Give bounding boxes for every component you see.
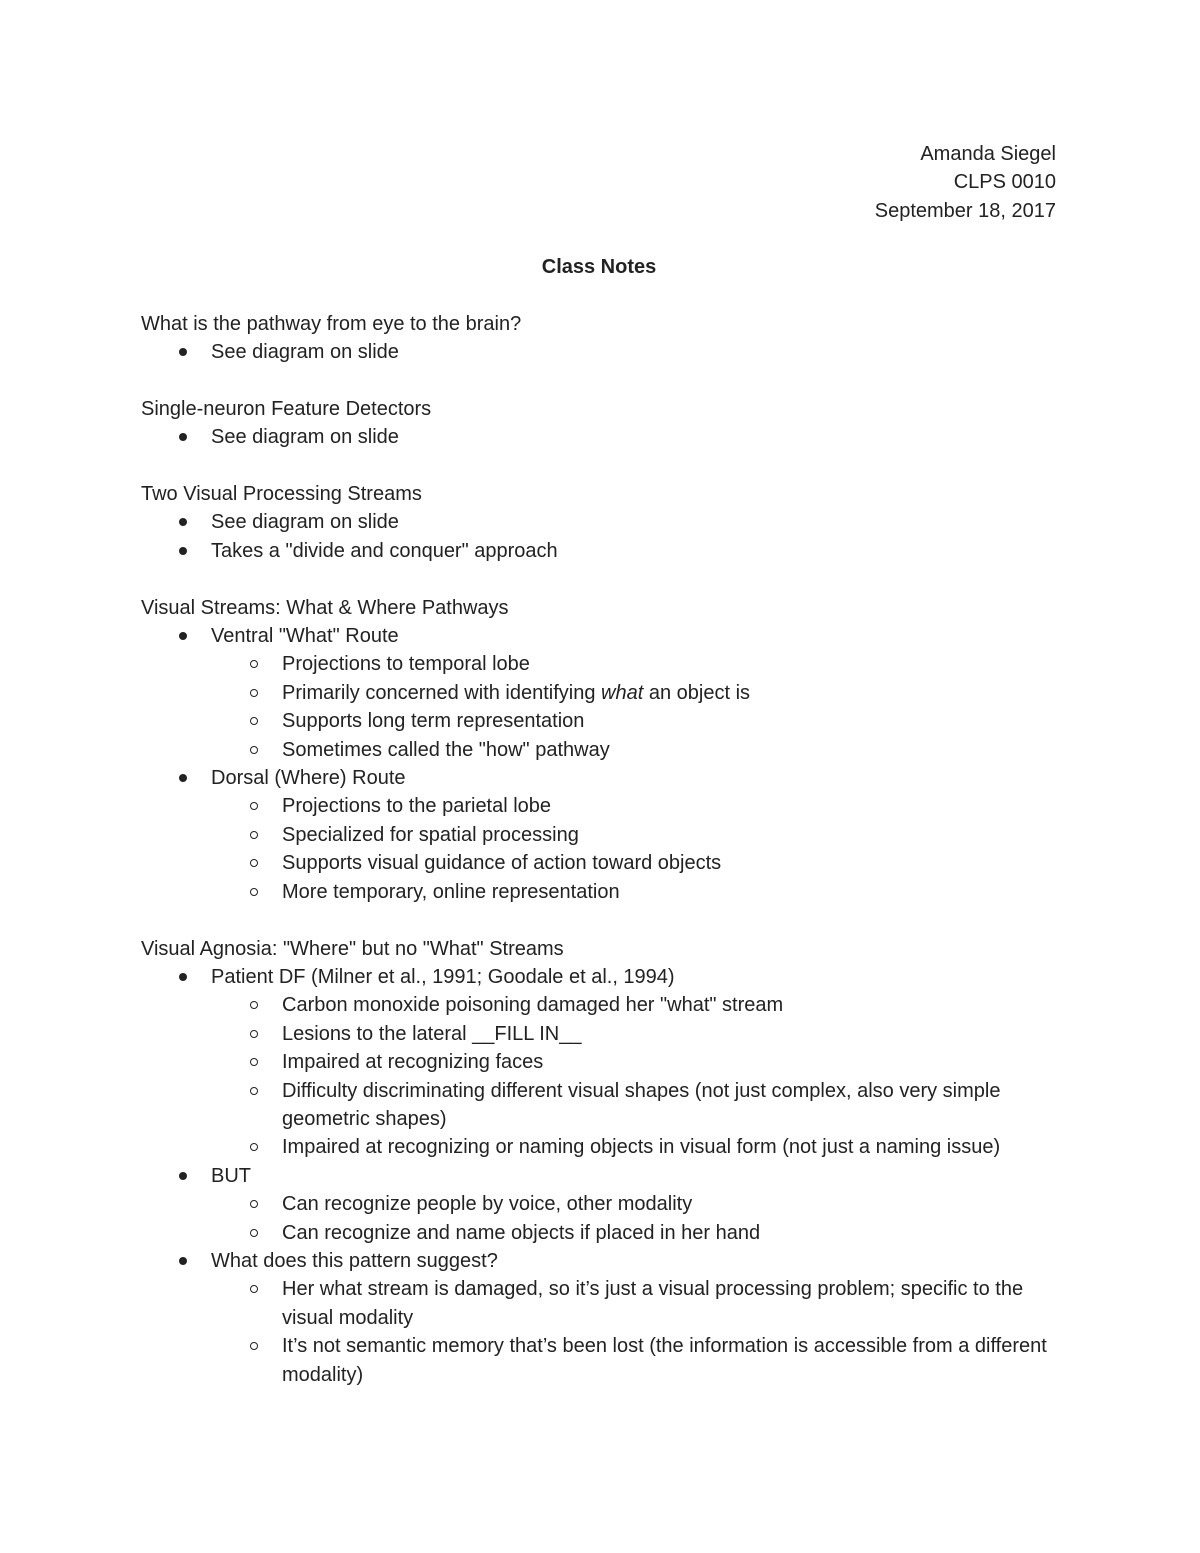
sub-bullet-item bbox=[211, 679, 1057, 707]
note-section bbox=[141, 480, 1057, 565]
section-heading: Single-neuron Feature Detectors bbox=[141, 397, 432, 420]
emphasis-text: what bbox=[601, 681, 644, 704]
sub-bullet-item: Specialized for spatial processing bbox=[211, 821, 1057, 849]
bullet-list bbox=[141, 338, 1057, 366]
bullet-item bbox=[141, 1162, 1057, 1247]
sub-bullet-item: Impaired at recognizing or naming objects in visual form (not just a naming issue) bbox=[211, 1133, 1057, 1161]
bullet-item bbox=[141, 423, 1057, 451]
bullet-item bbox=[141, 764, 1057, 906]
bullet-text: Ventral "What" Route bbox=[211, 625, 399, 648]
sub-bullet-list bbox=[211, 991, 1057, 1161]
document-title: Class Notes bbox=[541, 256, 657, 279]
sub-bullet-item: It’s not semantic memory that’s been lost (the information is accessible from a different modality) bbox=[211, 1332, 1057, 1389]
sub-bullet-item: Carbon monoxide poisoning damaged her "what" stream bbox=[211, 991, 1057, 1019]
sub-bullet-item: Projections to temporal lobe bbox=[211, 650, 1057, 678]
bullet-item bbox=[141, 963, 1057, 1162]
bullet-item bbox=[141, 537, 1057, 565]
sub-bullet-item: Projections to the parietal lobe bbox=[211, 792, 1057, 820]
notes-body bbox=[141, 310, 1057, 1389]
section-heading: What is the pathway from eye to the brain? bbox=[141, 312, 522, 335]
bullet-text: See diagram on slide bbox=[211, 511, 399, 534]
bullet-list bbox=[141, 622, 1057, 906]
sub-bullet-text: Primarily concerned with identifying bbox=[282, 681, 602, 704]
section-heading: Two Visual Processing Streams bbox=[141, 483, 422, 506]
bullet-text: See diagram on slide bbox=[211, 341, 399, 364]
sub-bullet-list bbox=[211, 792, 1057, 906]
bullet-item bbox=[141, 1247, 1057, 1389]
bullet-text: What does this pattern suggest? bbox=[211, 1249, 498, 1272]
sub-bullet-item: Supports visual guidance of action toward objects bbox=[211, 849, 1057, 877]
sub-bullet-list bbox=[211, 1190, 1057, 1247]
sub-bullet-item: Her what stream is damaged, so it’s just a visual processing problem; specific to the visual modality bbox=[211, 1275, 1057, 1332]
bullet-text: Takes a "divide and conquer" approach bbox=[211, 539, 558, 562]
author-name: Amanda Siegel bbox=[920, 143, 1056, 165]
course-code: CLPS 0010 bbox=[953, 171, 1056, 194]
sub-bullet-list bbox=[211, 1275, 1057, 1389]
bullet-text: See diagram on slide bbox=[211, 426, 399, 449]
note-section bbox=[141, 594, 1057, 906]
sub-bullet-item: Difficulty discriminating different visual shapes (not just complex, also very simple geometric shapes) bbox=[211, 1077, 1057, 1134]
bullet-list bbox=[141, 508, 1057, 565]
note-section bbox=[141, 395, 1057, 452]
bullet-item bbox=[141, 622, 1057, 764]
sub-bullet-item: Can recognize people by voice, other modality bbox=[211, 1190, 1057, 1218]
sub-bullet-item: More temporary, online representation bbox=[211, 878, 1057, 906]
sub-bullet-list bbox=[211, 650, 1057, 764]
bullet-item bbox=[141, 508, 1057, 536]
sub-bullet-item: Sometimes called the "how" pathway bbox=[211, 736, 1057, 764]
sub-bullet-item: Supports long term representation bbox=[211, 707, 1057, 735]
note-section bbox=[141, 310, 1057, 367]
sub-bullet-item: Lesions to the lateral __FILL IN__ bbox=[211, 1020, 1057, 1048]
section-heading: Visual Agnosia: "Where" but no "What" Streams bbox=[141, 937, 564, 960]
bullet-item bbox=[141, 338, 1057, 366]
header-block bbox=[141, 140, 1056, 225]
bullet-text: BUT bbox=[211, 1164, 251, 1187]
note-section bbox=[141, 935, 1057, 1390]
document-date: September 18, 2017 bbox=[874, 199, 1056, 222]
bullet-list bbox=[141, 963, 1057, 1389]
sub-bullet-item: Impaired at recognizing faces bbox=[211, 1048, 1057, 1076]
bullet-list bbox=[141, 423, 1057, 451]
section-heading: Visual Streams: What & Where Pathways bbox=[141, 596, 509, 619]
sub-bullet-item: Can recognize and name objects if placed in her hand bbox=[211, 1219, 1057, 1247]
bullet-text: Patient DF (Milner et al., 1991; Goodale et al., 1994) bbox=[211, 965, 675, 988]
bullet-text: Dorsal (Where) Route bbox=[211, 767, 406, 790]
sub-bullet-text: an object is bbox=[643, 681, 751, 704]
